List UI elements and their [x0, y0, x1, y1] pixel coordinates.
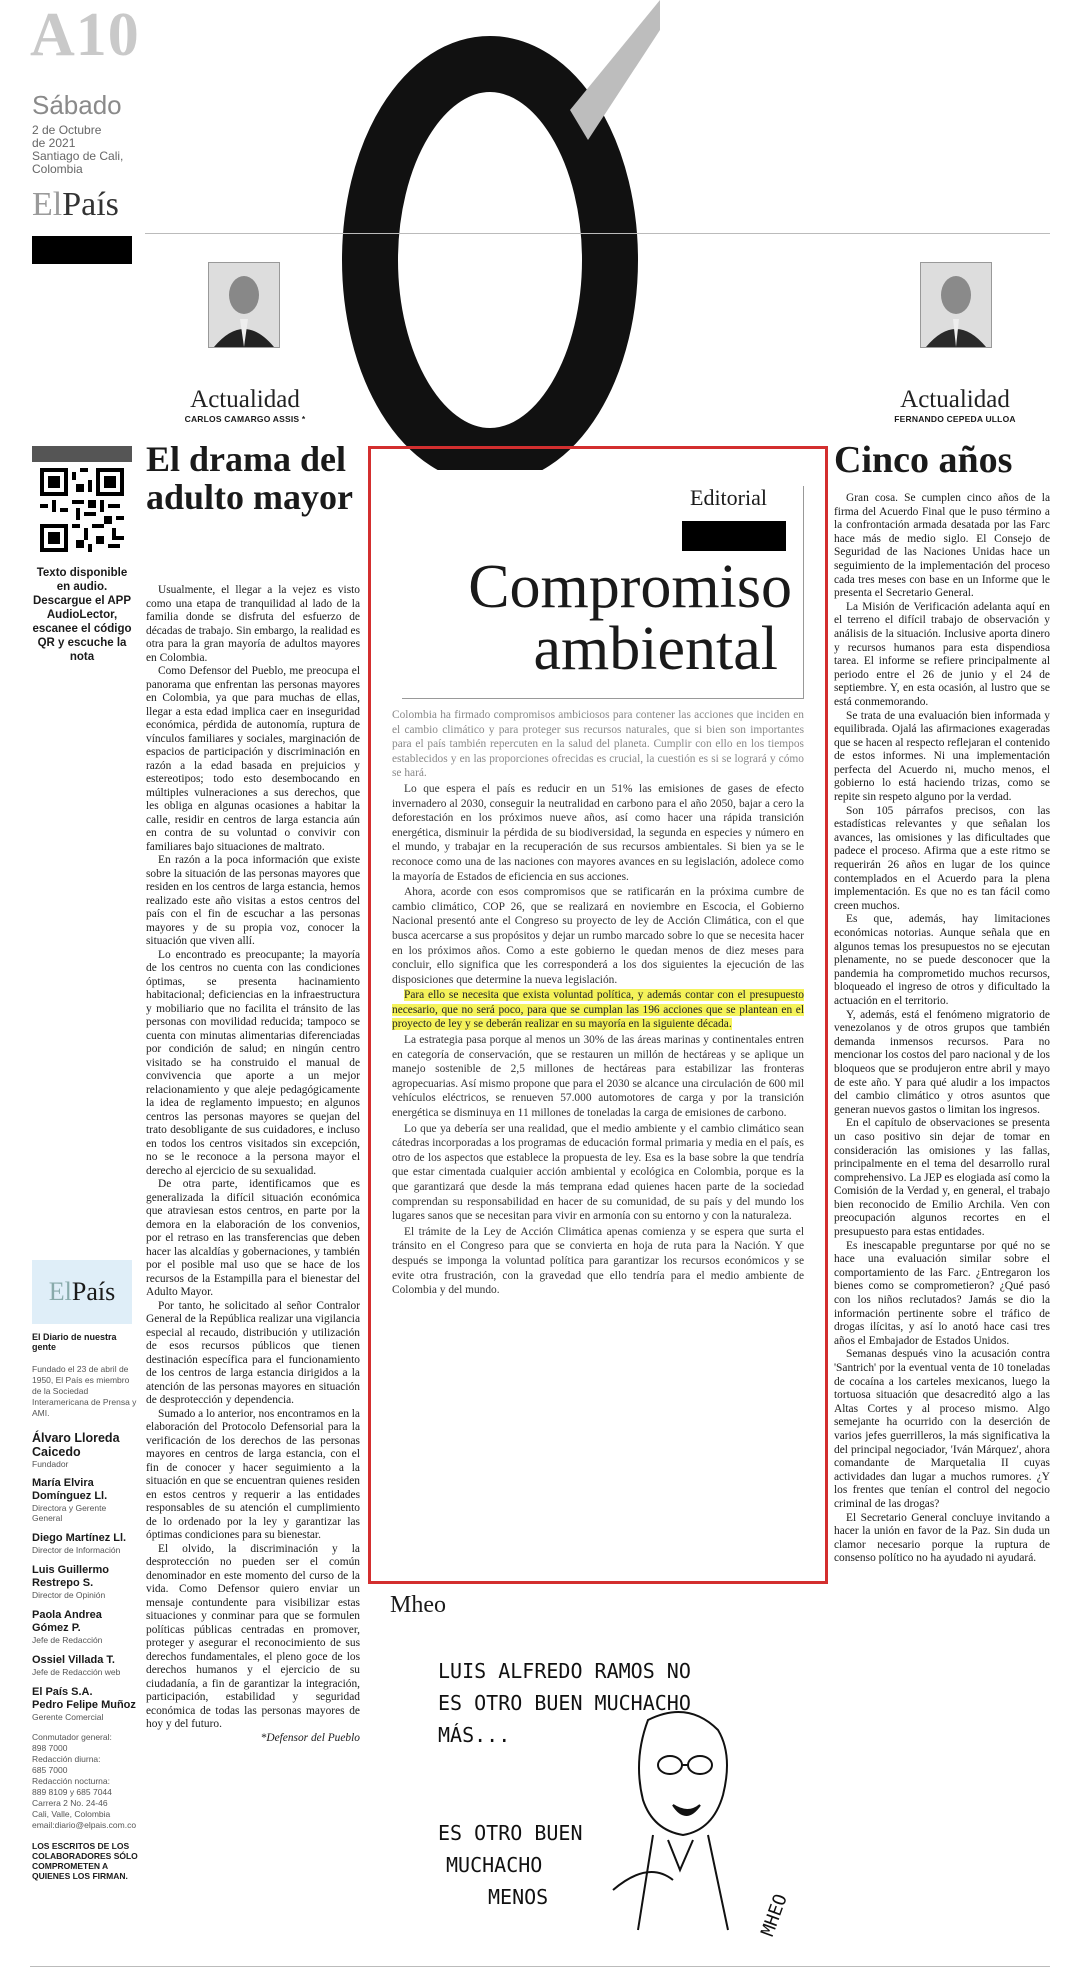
staff-member: Ossiel Villada T. Jefe de Redacción web: [32, 1654, 121, 1677]
cartoon-illustration: [398, 1630, 818, 1960]
paragraph: La Misión de Verificación adelanta aquí en el terreno el difícil trabajo de observación y análisis de la situación. Inclusive aporta dinero y recursos humanos para esta dispendiosa tarea. El informe se refiere principalmente al periodo entre el 26 de junio y el 24 de septiembre. Y, en esta ocasión, al lustro que se está conmemorando.: [834, 600, 1050, 708]
cartoon-text-6: MENOS: [488, 1885, 549, 1909]
paragraph: Lo encontrado es preocupante; la mayoría de los centros no cuenta con las condiciones óptimas, se presenta hacinamiento habitacional; deficiencias en la infraestructura y mobiliario que no facilita el tránsito de las personas con movilidad reducida; tampoco se cuenta con minutas alimentarias diferenciadas por condición de salud; en ningún centro visitado se ha construido el manual de convivencia que aporte a un mejor relacionamiento y que aleje pedagógicamente la idea de reglamento impuesto; en algunos centros las personas mayores se quejan del trato desobligante de sus cuidadores, e incluso en todos los centros visitados sin excepción, no se le reconoce a la persona mayor el derecho al ejercicio de su sexualidad.: [146, 948, 360, 1177]
cartoon-figure: [613, 1712, 728, 1930]
paragraph: Gran cosa. Se cumplen cinco años de la firma del Acuerdo Final que le puso término a la confrontación armada desatada por las Farc hace más de medio siglo. El Consejo de Seguridad de las Naciones Unidas hace un seguimiento de la implementación del proceso cada tres meses con base en un Informe que le presenta el Secretario General.: [834, 492, 1050, 600]
page-number: A10: [30, 1, 140, 69]
paragraph: El Secretario General concluye invitando a hacer la unión en favor de la Paz. Sin duda un clamor necesario porque la ruptura de consenso político no ha ayudado ni ayudará.: [834, 1511, 1050, 1565]
manager-name: Pedro Felipe Muñoz: [32, 1699, 136, 1711]
paragraph: En razón a la poca información que existe sobre la situación de las personas mayores que residen en los centros de larga estancia, hemos realizado este año visitas a estos centros del país con el fin de escuchar a las personas mayores y de su propia voz, conocer la situación que viven allí.: [146, 854, 360, 947]
contact-info: Conmutador general: 898 7000 Redacción diurna: 685 7000 Redacción nocturna: 889 8109 y 685 7044 Carrera 2 No. 24-46 Cali, Valle, Colombia email:diario@elpais.com.co: [32, 1732, 137, 1830]
paragraph: El trámite de la Ley de Acción Climática apenas comienza y se espera que surta el tránsito en el Congreso para que se convierta en hoja de ruta para la Nación. Y que después se imponga la voluntad política para garantizar los recursos económicos y se evite otra frustración, con la gravedad que ello tendría para el medio ambiente de Colombia y del mundo.: [392, 1225, 804, 1297]
disclaimer: LOS ESCRITOS DE LOS COLABORADORES SÓLO COMPROMETEN A QUIENES LOS FIRMAN.: [32, 1841, 138, 1881]
cartoon-text-2: ES OTRO BUEN MUCHACHO: [438, 1691, 691, 1715]
columnist-photo-left: [208, 262, 280, 348]
bottom-rule: [30, 1966, 1050, 1967]
redacted-block: [682, 521, 786, 551]
paragraph: Semanas después vino la acusación contra 'Santrich' por la eventual venta de 10 toneladas de cocaína a los carteles mexicanos, luego la tortuosa situación que desacreditó algo a las Altas Cortes y al proceso mismo. Algo semejante ha ocurrido con la deserción de varios jefes guerrilleros, la más significativa la del principal negociador, 'Iván Márquez', ahora comandante de Marquetalia II cuyas actividades dan lugar a muchos rumores. ¿Y los frentes que tenían el control del negocio criminal de las drogas?: [834, 1348, 1050, 1510]
redacted-block: [32, 236, 132, 264]
editorial-title: [392, 553, 792, 683]
founded-note: Fundado el 23 de abril de 1950, El País es miembro de la Sociedad Interamericana de Prensa y AMI.: [32, 1364, 137, 1418]
paragraph: Es inescapable preguntarse por qué no se hace una evaluación similar sobre el comportamiento de las Farc. ¿Entregaron los bienes como se comprometieron? ¿Qué pasó con los niños reclutados? Jamás se dio la información pertinente sobre el tráfico de drogas ilícitas, y así lo anotó hace casi tres años el Embajador de Estados Unidos.: [834, 1239, 1050, 1347]
staff-member: Paola Andrea Gómez P. Jefe de Redacción: [32, 1609, 103, 1645]
decorative-o-icon: [330, 0, 660, 470]
paragraph: Por tanto, he solicitado al señor Contralor General de la República realizar una vigilancia especial al recaudo, distribución y utilización de esos recursos públicos que tienen destinación específica para el funcionamiento de los centros de larga estancia dirigidos a la atención de las personas mayores en situación de desprotección y dependencia.: [146, 1299, 360, 1406]
masthead-pais: País: [71, 1277, 116, 1306]
newspaper-logo: [32, 186, 119, 224]
columnist-kicker-left: Actualidad: [190, 386, 300, 413]
editorial-body: [392, 708, 804, 1299]
editorial-horizontal-rule: [402, 698, 804, 699]
date-line-1: 2 de Octubre: [32, 123, 102, 137]
sidebar-bar: [32, 446, 132, 462]
paragraph: Lo que ya debería ser una realidad, que el medio ambiente y el cambio climático sean cátedras incorporadas a los programas de educación formal primaria y media en el país, es otro de los aspectos que establece la propuesta de ley. Esa es la base sobre la que tendría que estar cimentada cualquier acción ambiental y ecológica en Colombia, porque es la que garantizará que desde la más temprana edad quienes hacen parte de la sociedad comprendan su responsabilidad en hacer de su comunidad, de su país y del mundo los lugares sanos que se necesitan para vivir en armonía con su entorno y con la naturaleza.: [392, 1122, 804, 1223]
weekday: Sábado: [32, 90, 122, 120]
paragraph: Lo que espera el país es reducir en un 51% las emisiones de gases de efecto invernadero al 2030, conseguir la neutralidad en carbono para el año 2050, bajar a cero la deforestación en los próximos nueve años, así como hacer una rápida transición energética, disminuir la pérdida de su biodiversidad, la segunda en especies y número en el mundo, y trabajar en la recuperación de sus recursos ambientales. Si bien ya se le reconoce como una de las naciones con mayores avances en su legislación, adolece como la mayoría de Estados de eficiencia en sus acciones.: [392, 782, 804, 883]
editorial-vertical-rule: [803, 486, 804, 698]
left-article-body: [146, 584, 360, 1745]
author-signature: *Defensor del Pueblo: [260, 1731, 360, 1744]
staff-member: Luis Guillermo Restrepo S. Director de Opinión: [32, 1564, 110, 1600]
editorial-title-line2: ambiental: [533, 615, 778, 683]
editorial-lead: Colombia ha firmado compromisos ambiciosos para contener las acciones que inciden en el cambio climático y para proteger sus recursos naturales, que si bien son importantes para el país también repercuten en la salud del planeta. Cumplir con ello en los tiempos establecidos y en las proporciones ofrecidas es crucial, la cuestión es si se logrará y cómo se hará.: [392, 709, 804, 780]
cartoon-label: Mheo: [390, 1592, 446, 1618]
cartoon-text-3: MÁS...: [438, 1723, 511, 1747]
paragraph: En el capítulo de observaciones se presenta un caso positivo sin dejar de tomar en consideración las omisiones y las fallas, principalmente en el tema del desarrollo rural comprehensivo. La JEP es elogiada así como la Comisión de la Verdad y, en general, el trabajo bien reconocido de Emilio Archila. Ven con preocupación algunos recortes en el presupuesto para estas entidades.: [834, 1117, 1050, 1239]
right-article-headline: Cinco años: [834, 439, 1013, 481]
paragraph: Y, además, está el fenómeno migratorio de venezolanos y de otros grupos que también demanda inmensos recursos. Para no mencionar los costos del paro nacional y de los bloqueos que se produjeron entre abril y mayo de este año. Y para qué aludir a los impactos del cambio climático y otros asuntos que generan nuevos gastos o limitan los ingresos.: [834, 1008, 1050, 1116]
staff-member: Diego Martínez Ll. Director de Información: [32, 1532, 127, 1555]
cartoon-text-1: LUIS ALFREDO RAMOS NO: [438, 1659, 691, 1683]
date-line-3: Santiago de Cali,: [32, 149, 124, 163]
staff-list: [32, 1477, 138, 1677]
qr-code-icon[interactable]: [40, 468, 124, 552]
paragraph: Son 105 párrafos precisos, con las estadísticas relevantes y que señalan los avances, las omisiones y las dificultades que padece el proceso. Afirma que a este ritmo se requerirán 26 años en lugar de los quince contemplados en el Acuerdo para la plena implementación. Es que no es tan fácil como creen muchos.: [834, 804, 1050, 912]
columnist-byline-right: FERNANDO CEPEDA ULLOA: [894, 414, 1016, 424]
masthead-el: El: [48, 1277, 72, 1306]
paragraph: De otra parte, identificamos que es generalizada la difícil situación económica que atraviesan estos centros, en parte por la demora en la elaboración de los convenios, por el retraso en las transferencias que deben hacer las alcaldías y gobernaciones, y también por el posible mal uso que se hace de los recursos de la Estampilla para el bienestar del Adulto Mayor.: [146, 1178, 360, 1298]
logo-pais: País: [62, 186, 119, 223]
audio-note: Texto disponible en audio. Descargue el APP AudioLector, escanee el código QR y escuche la nota: [32, 567, 132, 663]
cartoon-signature: MHEO: [757, 1891, 792, 1940]
paragraph: Como Defensor del Pueblo, me preocupa el panorama que enfrentan las personas mayores en Colombia, ya que para muchas de ellas, llegar a esta edad implica caer en inseguridad económica, pérdida de autonomía, ruptura de vínculos familiares y sociales, marginación de espacios de participación y discriminación en razón a la edad basada en prejuicios y estereotipos; todo esto desembocando en múltiples vulneraciones a sus derechos, que les obliga en algunas ocasiones a habitar la calle, residir en centros de larga estancia aún en contra de su voluntad o convivir con familiares bajo situaciones de maltrato.: [146, 665, 360, 853]
dateline: [32, 124, 142, 176]
paragraph: La estrategia pasa porque al menos un 30% de las áreas marinas y continentales entren en categoría de conservación, que se restauren un millón de hectáreas y se aplique un manejo sostenible de 2,5 millones de hectáreas para estabilizar las fronteras agropecuarias. Así mismo propone que para el 2030 se alcance una circulación de 600 mil vehículos eléctricos, se renueven 57.000 automotores de carga y por la transición energética se disminuya en 11 millones de toneladas la carga de emisiones de carbono.: [392, 1034, 804, 1120]
columnist-photo-right: [920, 262, 992, 348]
masthead-logo: [32, 1260, 132, 1324]
paragraph: Se trata de una evaluación bien informada y equilibrada. Ojalá las afirmaciones exageradas que se hacen al respecto reflejaran el contenido de estos informes. Ni una implementación perfecta del Acuerdo ni, mucho menos, el gobierno lo está haciendo trizas, como se repite sin respeto alguno por la verdad.: [834, 709, 1050, 804]
company-name: El País S.A.: [32, 1686, 93, 1698]
cartoon-text-4: ES OTRO BUEN: [438, 1821, 583, 1845]
highlight: Para ello se necesita que exista voluntad política, y además contar con el presupuesto necesario, que no será poco, para que se cumplan las 196 acciones que se plantean en el proyecto de ley y se deberán realizar en su mayoría en la siguiente década.: [392, 989, 804, 1031]
paragraph: Sumado a lo anterior, nos encontramos en la elaboración del Protocolo Defensorial para la verificación de los derechos de las personas mayores en centros de larga estancia, con el fin de conocer y hacer seguimiento a la situación en que se encuentran quienes residen en estos centros y requerir a las entidades responsables de su atención el cumplimiento de lo ordenado por la ley y garantizar las óptimas condiciones para su bienestar.: [146, 1407, 360, 1541]
cartoon-text-5: MUCHACHO: [446, 1853, 543, 1877]
editorial-label: Editorial: [690, 485, 767, 510]
paragraph: Usualmente, el llegar a la vejez es visto como una etapa de tranquilidad al lado de la familia donde se disfruta del esfuerzo de décadas de trabajo. Sin embargo, la realidad es otra para la gran mayoría de adultos mayores en Colombia.: [146, 584, 360, 664]
date-line-2: de 2021: [32, 136, 76, 150]
staff-member: María Elvira Domínguez Ll. Directora y Gerente General: [32, 1477, 108, 1523]
paragraph: Es que, además, hay limitaciones económicas notorias. Aunque señala que en algunos temas los presupuestos no se ejecutan plenamente, no se puede desconocer que la pandemia ha comprometido muchos recursos, bloqueado el ingreso de otros y dificultado la actuación en el territorio.: [834, 913, 1050, 1007]
founder-role: Fundador: [32, 1459, 69, 1469]
masthead-tagline: El Diario de nuestra gente: [32, 1332, 117, 1352]
top-rule: [145, 233, 1050, 234]
paragraph: El olvido, la discriminación y la desprotección no pueden ser el común denominador en este momento del curso de la vida. Como Defensor quiero enviar un mensaje contundente para visibilizar estas situaciones y conminar para que se formulen políticas públicas centradas en promover, proteger y asegurar el reconocimiento de sus derechos fundamentales, el pleno goce de los derechos humanos y el ejercicio de su ciudadanía, a fin de garantizar la integración, participación, estabilidad y seguridad económica de todas las personas mayores de hoy y del futuro.: [146, 1542, 360, 1730]
left-article-headline: El drama del adulto mayor: [146, 439, 353, 517]
highlighted-paragraph: [392, 988, 804, 1032]
editorial-title-line1: Compromiso: [468, 553, 792, 621]
manager-role: Gerente Comercial: [32, 1712, 104, 1722]
right-article-body: [834, 492, 1050, 1566]
paragraph: Ahora, acorde con esos compromisos que se ratificarán en la próxima cumbre de cambio climático, COP 26, que se realizará en noviembre en Escocia, el Gobierno Nacional presentó ante el Congreso su proyecto de ley de Acción Climática, con el que busca acercarse a sus propósitos y dejar un rumbo marcado sobre lo que se necesita hacer en los próximos años. Como a este gobierno le quedan menos de diez meses para concluir, ello significa que les corresponderá a los dos siguientes la ejecución de las disposiciones que determine la nueva legislación.: [392, 886, 804, 986]
masthead-info: [32, 1332, 138, 1881]
columnist-kicker-right: Actualidad: [900, 386, 1010, 413]
founder-name: Álvaro Lloreda Caicedo: [32, 1431, 120, 1459]
columnist-byline-left: CARLOS CAMARGO ASSIS *: [184, 414, 306, 424]
contact-email[interactable]: email:diario@elpais.com.co: [32, 1820, 137, 1830]
date-line-4: Colombia: [32, 162, 83, 176]
logo-el: El: [32, 186, 63, 223]
